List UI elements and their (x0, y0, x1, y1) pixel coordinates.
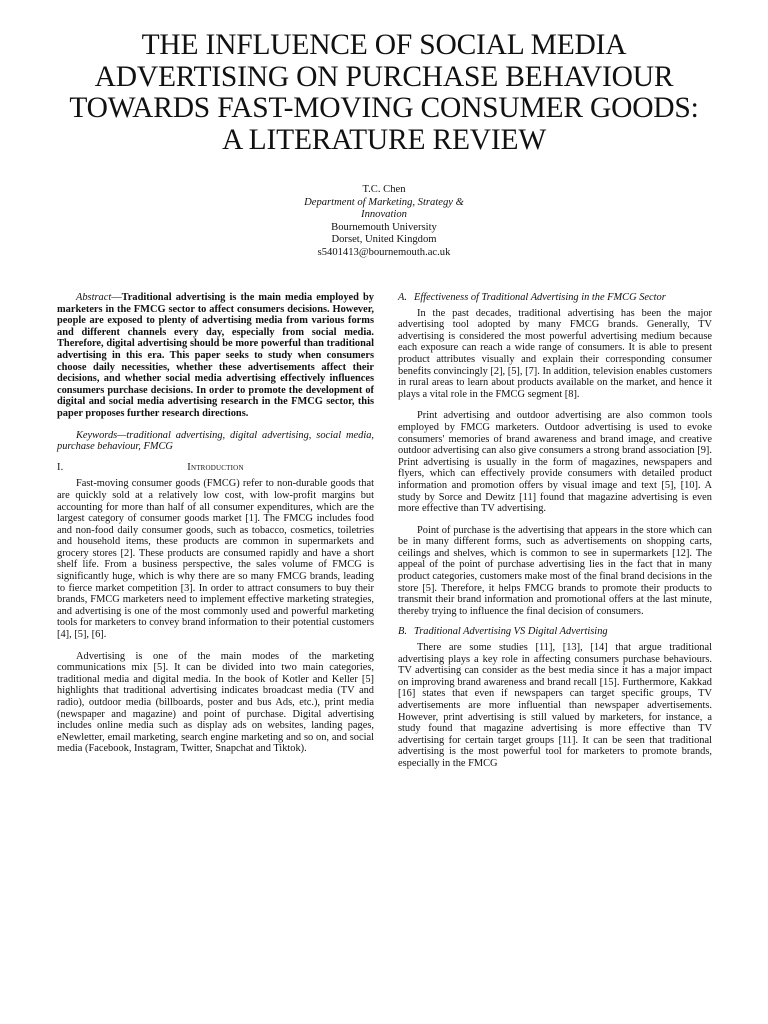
keywords-text: traditional advertising, digital advertising, social media, purchase behaviour, FMCG (57, 429, 374, 453)
paragraph: Print advertising and outdoor advertising are also common tools employed by FMCG marketers. Outdoor advertising is used to evoke consumers' memories of brand awareness and brand image, and creative outdoor advertising can also give consumers a strong brand association [9]. Print advertising is usually in the form of magazines, newspapers and flyers, which can effectively provide consumers with detailed product information and promotion offers by visual image and text [5], [10]. A study by Sorce and Dewitz [11] found that magazine advertising is even more effective than TV advertising. (398, 410, 712, 515)
subsection-heading-a (398, 292, 712, 304)
abstract-label: Abstract (76, 292, 112, 303)
paragraph: Point of purchase is the advertising that appears in the store which can be in many different forms, such as advertisements on shopping carts, ceilings and shelves, which is common to see in supermarkets [12]. The appeal of the point of purchase advertising lies in the fact that in many product categories, customers make most of the final brand decisions in the store [5]. Therefore, it helps FMCG brands to promote their products to transmit their brand information and promotional offers at the last minute, thereby trying to influence the final decision of consumers. (398, 524, 712, 617)
subsection-letter: A. (398, 292, 407, 303)
abstract (57, 292, 374, 420)
subsection-heading-b (398, 626, 712, 638)
abstract-dash: — (111, 292, 122, 303)
paragraph: There are some studies [11], [13], [14] that argue traditional advertising plays a key role in affecting consumers purchase behaviours. TV advertising can consider as the best media since it has a major impact on improving brand awareness and brand recall [15]. Furthermore, Kakkad [16] states that even if newspapers can target specific groups, TV advertisements are more influential than newspaper advertisements. However, print advertising is still valued by marketers, for instance, a study found that magazine advertising is more effective than TV advertising for certain target groups [11]. It can be seen that traditional advertising is the most powerful tool for marketers to promote brands, especially in the FMCG (398, 642, 712, 769)
author-email: s5401413@bournemouth.ac.uk (317, 246, 451, 258)
section-heading-introduction (57, 462, 374, 474)
author-location: Dorset, United Kingdom (331, 234, 437, 245)
author-department-line2: Innovation (361, 209, 407, 220)
paragraph: Advertising is one of the main modes of the marketing communications mix [5]. It can be divided into two main categories, traditional media and digital media. In the book of Kotler and Keller [5] highlights that traditional advertising indicates broadcast media (TV and radio), outdoor media (billboards, poster and bus Ads, etc.), print media (newspaper and magazine) and point of purchase. Digital advertising includes online media such as display ads on websites, landing pages, eNewletter, email marketing, search engine marketing and so on, and social media (Facebook, Instagram, Twitter, Snapchat and Tiktok). (57, 650, 374, 755)
right-column (398, 292, 712, 770)
left-column (57, 292, 374, 755)
subsection-title: Traditional Advertising VS Digital Advertising (414, 626, 608, 638)
author-block (234, 184, 534, 259)
paper-title: THE INFLUENCE OF SOCIAL MEDIA ADVERTISING ON PURCHASE BEHAVIOUR TOWARDS FAST-MOVING CONSUMER GOODS: A LITERATURE REVIEW (69, 29, 699, 156)
section-title: Introduction (187, 461, 244, 473)
keywords (57, 430, 374, 453)
keywords-label: Keywords— (76, 429, 127, 441)
subsection-title: Effectiveness of Traditional Advertising in the FMCG Sector (414, 292, 666, 303)
paragraph: In the past decades, traditional advertising has been the major advertising tool adopted by many FMCG brands. Generally, TV advertising is considered the most powerful advertising medium because each exposure can reach a wide range of consumers. It is able to present product attributes visually and explain their corresponding consumer benefits convincingly [2], [5], [7]. In addition, television enables customers in rural areas to learn about products available on the market, and hence it plays a vital role in the FMCG segment [8]. (398, 307, 712, 400)
section-number: I. (57, 461, 64, 473)
abstract-text: Traditional advertising is the main media employed by marketers in the FMCG sector to affect consumers decisions. However, people are exposed to plenty of advertising media from various forms and different channels every day, especially from social media. Therefore, digital advertising should be more powerful than traditional advertising in this era. This paper seeks to study when consumers choose daily necessities, whether these advertisements affect their decisions, and whether social media advertising effectively influences consumers purchase decisions. In order to promote the development of digital and social media advertising research in the FMCG sector, this paper proposes further research directions. (57, 292, 374, 419)
author-department-line1: Department of Marketing, Strategy & (304, 196, 464, 208)
subsection-letter: B. (398, 626, 407, 638)
author-university: Bournemouth University (331, 221, 437, 233)
author-name: T.C. Chen (362, 184, 406, 195)
paragraph: Fast-moving consumer goods (FMCG) refer to non-durable goods that are quickly sold at a relatively low cost, with low-profit margins but accounting for more than half of all consumer expenditures, which are the largest category of consumer goods market [1]. The FMCG includes food and non-food daily consumer goods, such as tobacco, cosmetics, toiletries and household items, these products are common in supermarkets and grocery stores [2]. These products are consumed rapidly and have a short shelf life. From a business perspective, the sales volume of FMCG is significantly huge, which is why there are so many FMCG brands, leading to fierce market competition [3]. In order to attract consumers to buy their brands, FMCG marketers need to implement effective marketing strategies, and advertising is one of the most commonly used and powerful marketing tools for marketers to convey brand information to their potential customers [4], [5], [6]. (57, 478, 374, 641)
